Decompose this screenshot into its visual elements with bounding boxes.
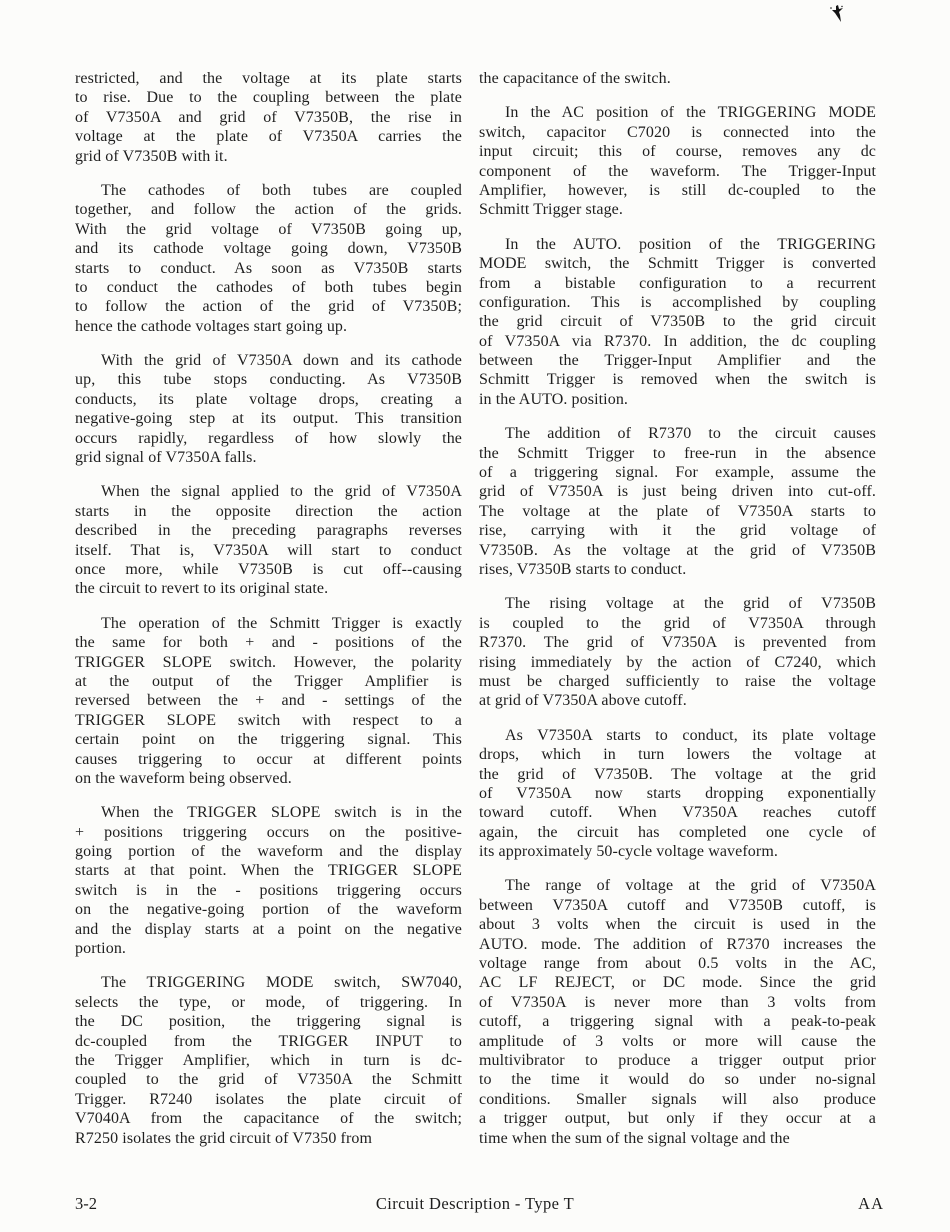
text-line: on the waveform being observed.: [75, 769, 292, 787]
right-column: [479, 69, 876, 1148]
text-line: configuration. This is accomplished by coupling: [479, 293, 876, 311]
page-footer: [0, 1194, 950, 1216]
text-line: between V7350A cutoff and V7350B cutoff, is: [479, 896, 876, 914]
text-line: negative-going step at its output. This transition: [75, 410, 462, 428]
paragraph: [75, 351, 462, 467]
text-line: Schmitt Trigger stage.: [479, 201, 623, 219]
text-line: rising immediately by the action of C7240, which: [479, 653, 876, 671]
text-line: described in the preceding paragraphs reverses: [75, 522, 462, 540]
text-line: causes triggering to occur at different points: [75, 750, 462, 768]
text-line: + positions triggering occurs on the positive-: [75, 823, 462, 841]
text-line: TRIGGER SLOPE switch with respect to a: [75, 711, 462, 729]
text-line: the grid of V7350B. The voltage at the grid: [479, 765, 876, 783]
text-line: reversed between the + and - settings of the: [75, 692, 462, 710]
text-body: [75, 69, 876, 1148]
text-line: and its cathode voltage going down, V7350B: [75, 240, 462, 258]
left-column: [75, 69, 462, 1148]
text-line: When the TRIGGER SLOPE switch is in the: [101, 804, 462, 822]
text-line: portion.: [75, 940, 127, 958]
text-line: the same for both + and - positions of the: [75, 634, 462, 652]
text-line: grid of V7350A is just being driven into cut-off.: [479, 483, 876, 501]
text-line: TRIGGER SLOPE switch. However, the polarity: [75, 653, 462, 671]
paragraph: [75, 181, 462, 336]
text-line: itself. That is, V7350A will start to conduct: [75, 541, 462, 559]
text-line: to the time it would do so under no-signal: [479, 1071, 876, 1089]
text-line: The rising voltage at the grid of V7350B: [505, 595, 876, 613]
text-line: the grid circuit of V7350B to the grid circuit: [479, 313, 876, 331]
page-number: 3-2: [75, 1194, 97, 1213]
paragraph: [479, 424, 876, 579]
text-line: V7040A from the capacitance of the switch;: [75, 1110, 462, 1128]
text-line: must be charged sufficiently to raise the voltage: [479, 672, 876, 690]
text-line: voltage range from about 0.5 volts in the AC,: [479, 955, 876, 973]
text-line: Amplifier, however, is still dc-coupled to the: [479, 181, 876, 199]
text-line: going portion of the waveform and the display: [75, 843, 462, 861]
text-line: Schmitt Trigger is removed when the switch is: [479, 371, 876, 389]
text-line: The voltage at the plate of V7350A starts to: [479, 502, 876, 520]
text-line: voltage at the plate of V7350A carries the: [75, 128, 462, 146]
paragraph: [75, 482, 462, 598]
text-line: conducts, its plate voltage drops, creating a: [75, 390, 462, 408]
paragraph: [479, 726, 876, 862]
text-line: V7350B. As the voltage at the grid of V7350B: [479, 541, 876, 559]
text-line: multivibrator to produce a trigger output prior: [479, 1051, 876, 1069]
text-line: input circuit; this of course, removes any dc: [479, 143, 876, 161]
text-line: rises, V7350B starts to conduct.: [479, 560, 687, 578]
text-line: of V7350A and grid of V7350B, the rise in: [75, 108, 462, 126]
paragraph: [479, 103, 876, 219]
text-line: together, and follow the action of the grids.: [75, 201, 462, 219]
text-line: switch is in the - positions triggering occurs: [75, 881, 462, 899]
text-line: starts to conduct. As soon as V7350B starts: [75, 259, 462, 277]
text-line: the DC position, the triggering signal is: [75, 1013, 462, 1031]
text-line: once more, while V7350B is cut off--causing: [75, 560, 462, 578]
text-line: on the negative-going portion of the waveform: [75, 901, 462, 919]
text-line: and the display starts at a point on the negative: [75, 920, 462, 938]
text-line: of a triggering signal. For example, assume the: [479, 464, 876, 482]
text-line: dc-coupled from the TRIGGER INPUT to: [75, 1032, 462, 1050]
text-line: component of the waveform. The Trigger-Input: [479, 162, 876, 180]
paragraph: [75, 614, 462, 789]
text-line: In the AUTO. position of the TRIGGERING: [505, 235, 876, 253]
text-line: grid of V7350B with it.: [75, 147, 228, 165]
text-line: a trigger output, but only if they occur at a: [479, 1110, 876, 1128]
text-line: The range of voltage at the grid of V7350A: [505, 877, 876, 895]
text-line: about 3 volts when the circuit is used in the: [479, 916, 876, 934]
text-line: As V7350A starts to conduct, its plate voltage: [505, 726, 876, 744]
text-line: time when the sum of the signal voltage and the: [479, 1129, 790, 1147]
paragraph: [479, 235, 876, 410]
footer-title: Circuit Description - Type T: [375, 1194, 575, 1213]
text-line: R7370. The grid of V7350A is prevented from: [479, 634, 876, 652]
text-line: AUTO. mode. The addition of R7370 increases the: [479, 935, 876, 953]
text-line: the Trigger Amplifier, which in turn is dc-: [75, 1051, 462, 1069]
paragraph: [479, 594, 876, 710]
edition-code: AA: [858, 1194, 884, 1213]
text-line: R7250 isolates the grid circuit of V7350 from: [75, 1129, 373, 1147]
text-line: the capacitance of the switch.: [479, 70, 671, 87]
paragraph: [75, 803, 462, 958]
text-line: from a bistable configuration to a recurrent: [479, 274, 876, 292]
text-line: cutoff, a triggering signal with a peak-to-peak: [479, 1013, 876, 1031]
text-line: grid signal of V7350A falls.: [75, 449, 257, 467]
ink-mark-icon: [828, 4, 848, 26]
paragraph: [75, 69, 462, 166]
text-line: between the Trigger-Input Amplifier and the: [479, 352, 876, 370]
text-line: The TRIGGERING MODE switch, SW7040,: [101, 974, 462, 992]
text-line: The operation of the Schmitt Trigger is exactly: [101, 614, 462, 632]
text-line: to conduct the cathodes of both tubes begin: [75, 278, 462, 296]
text-line: to rise. Due to the coupling between the plate: [75, 89, 462, 107]
paragraph: [75, 973, 462, 1148]
text-line: of V7350A is never more than 3 volts from: [479, 993, 876, 1011]
text-line: The addition of R7370 to the circuit causes: [505, 425, 876, 443]
text-line: rise, carrying with it the grid voltage of: [479, 522, 876, 540]
text-line: its approximately 50-cycle voltage waveform.: [479, 843, 778, 861]
text-line: occurs rapidly, regardless of how slowly the: [75, 429, 462, 447]
text-line: drops, which in turn lowers the voltage at: [479, 746, 876, 764]
paragraph: [479, 876, 876, 1147]
text-line: to follow the action of the grid of V7350B;: [75, 298, 462, 316]
text-line: selects the type, or mode, of triggering. In: [75, 993, 462, 1011]
text-line: When the signal applied to the grid of V7350A: [101, 483, 462, 501]
text-line: the Schmitt Trigger to free-run in the absence: [479, 444, 876, 462]
text-line: at grid of V7350A above cutoff.: [479, 692, 687, 710]
text-line: switch, capacitor C7020 is connected into the: [479, 123, 876, 141]
text-line: The cathodes of both tubes are coupled: [101, 181, 462, 199]
text-line: With the grid of V7350A down and its cathode: [101, 352, 462, 370]
text-line: AC LF REJECT, or DC mode. Since the grid: [479, 974, 876, 992]
text-line: toward cutoff. When V7350A reaches cutoff: [479, 804, 876, 822]
text-line: is coupled to the grid of V7350A through: [479, 614, 876, 632]
text-line: coupled to the grid of V7350A the Schmitt: [75, 1071, 462, 1089]
text-line: hence the cathode voltages start going up.: [75, 317, 348, 335]
text-line: at the output of the Trigger Amplifier is: [75, 672, 462, 690]
text-line: the circuit to revert to its original state.: [75, 580, 329, 598]
text-line: starts in the opposite direction the action: [75, 502, 462, 520]
text-line: MODE switch, the Schmitt Trigger is converted: [479, 255, 876, 273]
text-line: restricted, and the voltage at its plate starts: [75, 70, 462, 87]
text-line: of V7350A via R7370. In addition, the dc coupling: [479, 332, 876, 350]
text-line: Trigger. R7240 isolates the plate circuit of: [75, 1090, 462, 1108]
text-line: With the grid voltage of V7350B going up,: [75, 220, 462, 238]
text-line: in the AUTO. position.: [479, 390, 629, 408]
text-line: starts at that point. When the TRIGGER SLOPE: [75, 862, 462, 880]
text-line: In the AC position of the TRIGGERING MODE: [505, 104, 876, 122]
text-line: conditions. Smaller signals will also produce: [479, 1090, 876, 1108]
text-line: of V7350A now starts dropping exponentially: [479, 784, 876, 802]
text-line: up, this tube stops conducting. As V7350B: [75, 371, 462, 389]
paragraph: [479, 69, 876, 88]
text-line: certain point on the triggering signal. This: [75, 731, 462, 749]
text-line: again, the circuit has completed one cycle of: [479, 823, 876, 841]
text-line: amplitude of 3 volts or more will cause the: [479, 1032, 876, 1050]
